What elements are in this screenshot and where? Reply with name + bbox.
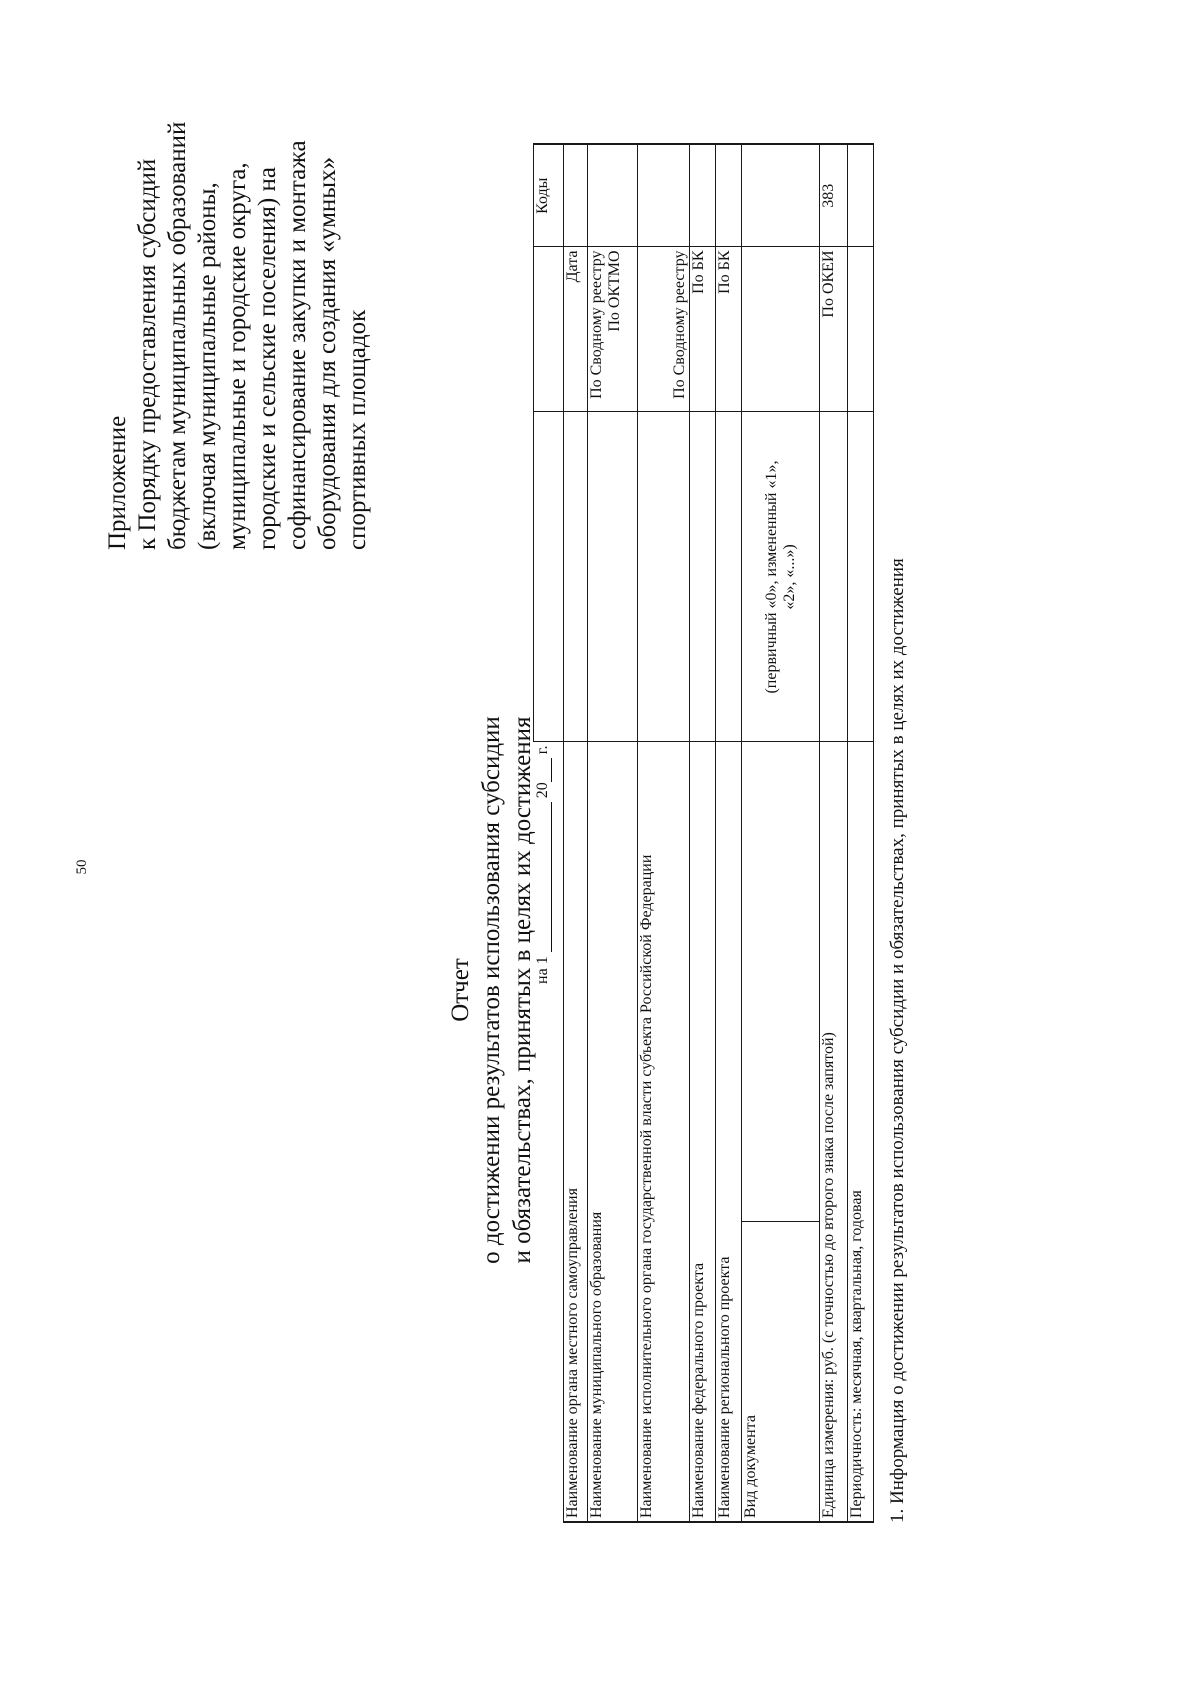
appendix-line: городские и сельские поселения) на (254, 167, 281, 550)
appendix-line: Приложение (104, 415, 131, 550)
row-regional-project-code-label: По БК (716, 247, 742, 412)
row-local-gov-code[interactable] (564, 144, 588, 247)
row-exec-body-label: Наименование исполнительного органа государственной власти субъекта Российской Федерации (638, 742, 690, 1522)
row-municipality-code[interactable] (588, 144, 638, 247)
page-number: 50 (74, 859, 90, 875)
row-exec-body-code[interactable] (638, 144, 690, 247)
row-doc-type-hint: (первичный «0», измененный «1», «2», «...») (742, 412, 820, 742)
appendix-block (103, 90, 373, 550)
row-exec-body-value[interactable] (638, 412, 690, 742)
report-date-row (534, 742, 564, 1222)
report-form-table (533, 143, 874, 1523)
row-doc-type-value[interactable] (742, 742, 820, 1222)
appendix-line: муниципальные и городские округа, (224, 162, 251, 550)
row-local-gov-value[interactable] (564, 412, 588, 742)
row-regional-project-code[interactable] (716, 144, 742, 247)
row-federal-project-code-label: По БК (690, 247, 716, 412)
row-local-gov-code-label: Дата (564, 247, 588, 412)
code-label-svodny: По Сводному реестру (588, 250, 605, 399)
row-unit-label: Единица измерения: руб. (с точностью до второго знака после запятой) (820, 742, 848, 1522)
date-suffix: г. (533, 745, 551, 755)
row-period-code[interactable] (848, 144, 874, 247)
row-municipality-code-labels (588, 247, 638, 412)
row-municipality-label: Наименование муниципального образования (588, 742, 638, 1522)
report-title-line1: Отчет (447, 958, 474, 1022)
report-title (445, 565, 538, 1415)
appendix-line: оборудования для создания «умных» (314, 156, 341, 550)
report-title-line3: и обязательствах, принятых в целях их достижения (509, 716, 536, 1264)
year-blank[interactable] (536, 758, 552, 782)
row-period-label: Периодичность: месячная, квартальная, годовая (848, 742, 874, 1522)
appendix-line: (включая муниципальные районы, (194, 182, 221, 550)
report-title-line2: о достижении результатов использования субсидии (478, 716, 505, 1264)
appendix-line: бюджетам муниципальных образований (164, 121, 191, 550)
row-regional-project-label: Наименование регионального проекта (716, 742, 742, 1522)
footnote: 1. Информация о достижении результатов использования субсидии и обязательствах, принятых в целях их достижения (887, 558, 908, 1523)
row-unit-code: 383 (820, 144, 848, 247)
row-regional-project-value[interactable] (716, 412, 742, 742)
codes-header: Коды (534, 144, 564, 247)
code-label-oktmo: По ОКТМО (606, 250, 623, 332)
row-local-gov-label: Наименование органа местного самоуправления (564, 742, 588, 1522)
row-municipality-value[interactable] (588, 412, 638, 742)
row-federal-project-code[interactable] (690, 144, 716, 247)
row-federal-project-label: Наименование федерального проекта (690, 742, 716, 1522)
row-exec-body-code-label: По Сводному реестру (638, 247, 690, 412)
appendix-line: к Порядку предоставления субсидий (134, 158, 161, 550)
appendix-line: софинансирование закупки и монтажа (284, 140, 311, 550)
date-year: 20 (533, 782, 551, 799)
row-federal-project-value[interactable] (690, 412, 716, 742)
row-unit-code-label: По ОКЕИ (820, 247, 848, 412)
appendix-line: спортивных площадок (344, 309, 371, 550)
row-doc-type-code[interactable] (742, 144, 820, 247)
date-prefix: на 1 (533, 956, 551, 984)
date-blank[interactable] (536, 802, 552, 952)
row-doc-type-label: Вид документа (742, 1222, 820, 1522)
landscape-sheet (0, 75, 1200, 1625)
